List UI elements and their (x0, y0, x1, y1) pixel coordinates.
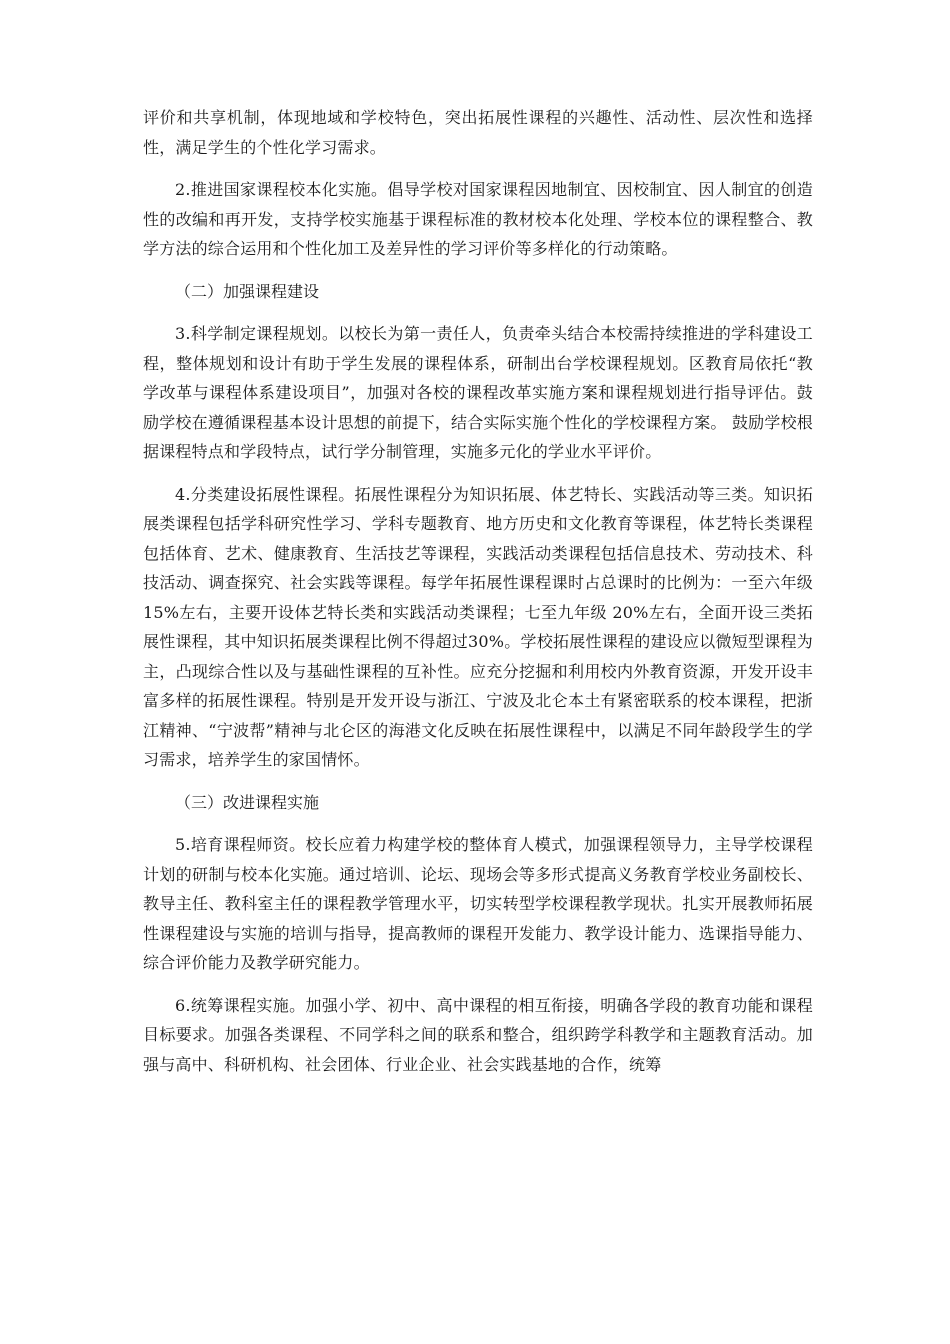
document-body (143, 103, 813, 1092)
section-heading-2: （二）加强课程建设 (175, 281, 320, 301)
section-heading-3: （三）改进课程实施 (175, 792, 320, 812)
paragraph-item-3: 3.科学制定课程规划。以校长为第一责任人，负责牵头结合本校需持续推进的学科建设工程，整体规划和设计有助于学生发展的课程体系，研制出台学校课程规划。区教育局依托“教学改革与课程体系建设项目”，加强对各校的课程改革实施方案和课程规划进行指导评估。鼓励学校在遵循课程基本设计思想的前提下，结合实际实施个性化的学校课程方案。 鼓励学校根据课程特点和学段特点，试行学分制管理，实施多元化的学业水平评价。 (143, 324, 813, 461)
paragraph-item-4: 4.分类建设拓展性课程。拓展性课程分为知识拓展、体艺特长、实践活动等三类。知识拓展类课程包括学科研究性学习、学科专题教育、地方历史和文化教育等课程，体艺特长类课程包括体育、艺术、健康教育、生活技艺等课程，实践活动类课程包括信息技术、劳动技术、科技活动、调查探究、社会实践等课程。每学年拓展性课程课时占总课时的比例为：一至六年级 15%左右，主要开设体艺特长类和实践活动类课程；七至九年级 20%左右，全面开设三类拓展性课程，其中知识拓展类课程比例不得超过30%。学校拓展性课程的建设应以微短型课程为主，凸现综合性以及与基础性课程的互补性。应充分挖掘和利用校内外教育资源，开发开设丰富多样的拓展性课程。特别是开发开设与浙江、宁波及北仑本土有紧密联系的校本课程，把浙江精神、“宁波帮”精神与北仑区的海港文化反映在拓展性课程中，以满足不同年龄段学生的学习需求，培养学生的家国情怀。 (143, 484, 813, 769)
paragraph-continuation: 评价和共享机制，体现地域和学校特色，突出拓展性课程的兴趣性、活动性、层次性和选择性，满足学生的个性化学习需求。 (143, 108, 813, 157)
paragraph-item-2: 2.推进国家课程校本化实施。倡导学校对国家课程因地制宜、因校制宜、因人制宜的创造性的改编和再开发，支持学校实施基于课程标准的教材校本化处理、学校本位的课程整合、教学方法的综合运用和个性化加工及差异性的学习评价等多样化的行动策略。 (143, 180, 813, 258)
paragraph-item-6: 6.统筹课程实施。加强小学、初中、高中课程的相互衔接，明确各学段的教育功能和课程目标要求。加强各类课程、不同学科之间的联系和整合，组织跨学科教学和主题教育活动。加强与高中、科研机构、社会团体、行业企业、社会实践基地的合作，统筹 (143, 995, 813, 1074)
paragraph-item-5: 5.培育课程师资。校长应着力构建学校的整体育人模式，加强课程领导力，主导学校课程计划的研制与校本化实施。通过培训、论坛、现场会等多形式提高义务教育学校业务副校长、教导主任、教科室主任的课程教学管理水平，切实转型学校课程教学现状。扎实开展教师拓展性课程建设与实施的培训与指导，提高教师的课程开发能力、教学设计能力、选课指导能力、综合评价能力及教学研究能力。 (143, 835, 813, 972)
